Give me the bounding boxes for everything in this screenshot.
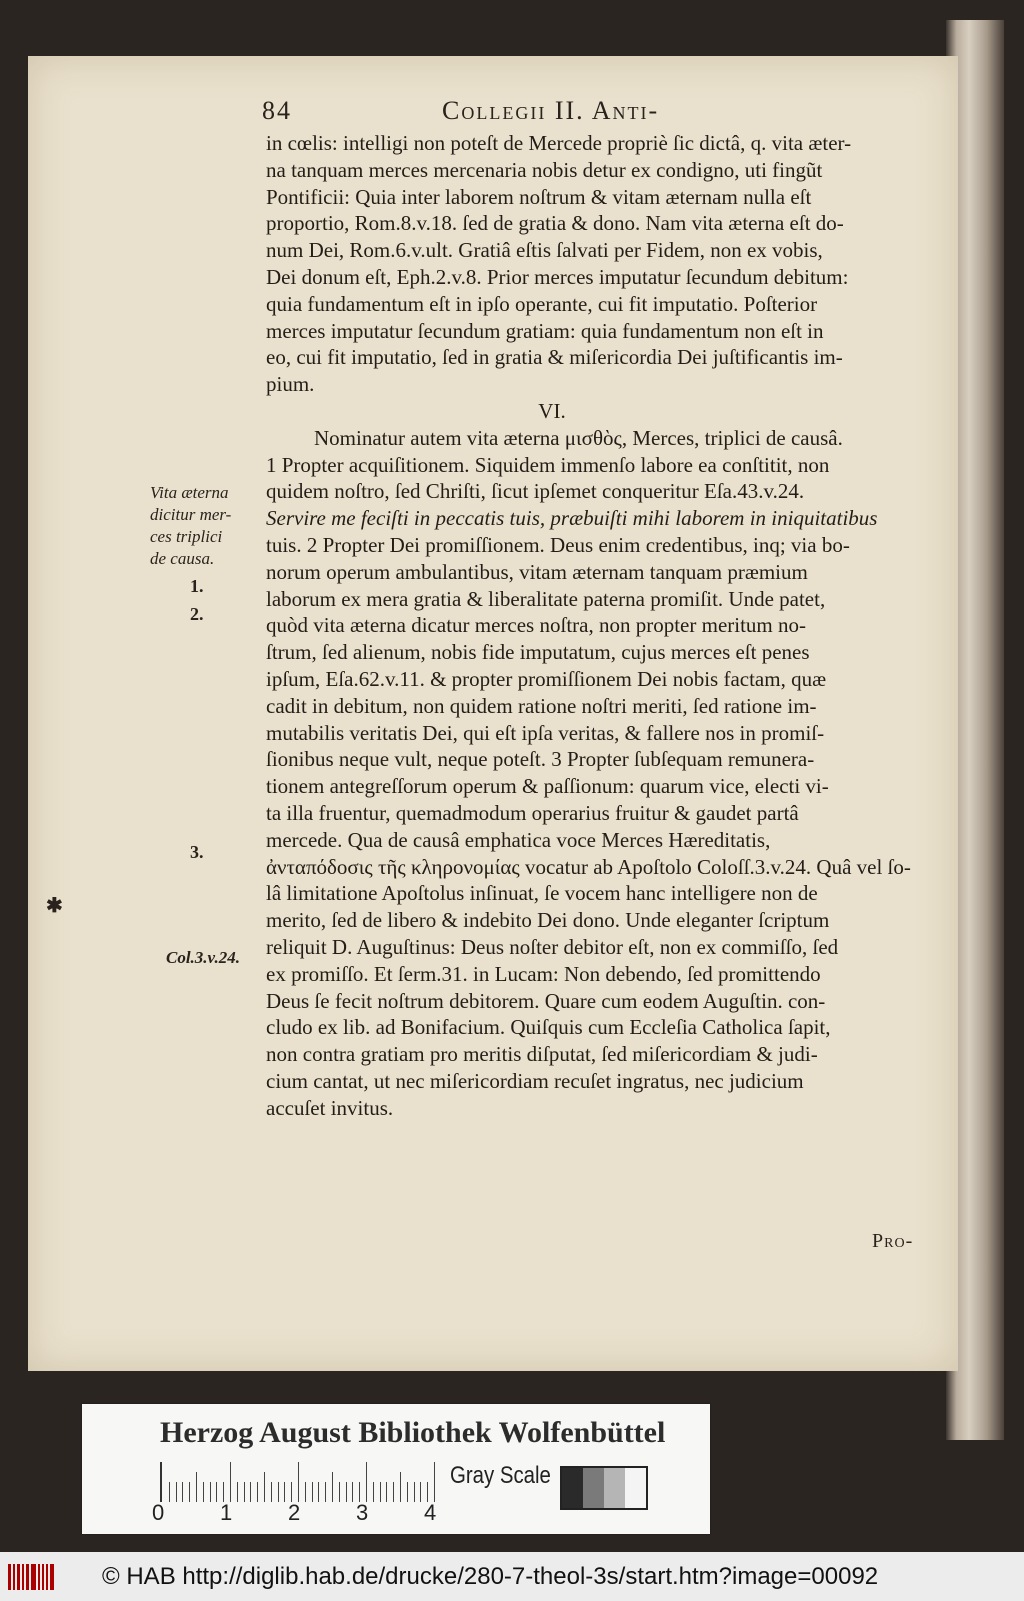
- ruler-tick: [196, 1472, 197, 1502]
- ruler-tick: [318, 1482, 319, 1502]
- text-line: Servire me feciſti in peccatis tuis, præbuiſti mihi laborem in iniquitatibus: [266, 506, 878, 531]
- text-line: ἀνταπόδοσις τῆς κληρονομίας vocatur ab Apoſtolo Coloſſ.3.v.24. Quâ vel ſo-: [266, 854, 911, 879]
- main-text: [266, 130, 938, 1121]
- text-line: Dei donum eſt, Eph.2.v.8. Prior merces imputatur ſecundum debitum:: [266, 264, 849, 289]
- text-line: merces imputatur ſecundum gratiam: quia fundamentum non eſt in: [266, 318, 824, 343]
- text-line: Pontificii: Quia inter laborem noſtrum & vitam æternam nulla eſt: [266, 184, 812, 209]
- ruler-tick: [244, 1482, 245, 1502]
- ruler-number: 3: [356, 1500, 369, 1525]
- section-number: VI.: [538, 398, 566, 423]
- gray-scale-label: Gray Scale: [450, 1462, 551, 1489]
- text-line: na tanquam merces mercenaria nobis detur ex condigno, uti fingũt: [266, 157, 823, 182]
- text-line: reliquit D. Auguſtinus: Deus noſter debitor eſt, non ex commiſſo, ſed: [266, 934, 839, 959]
- hand-mark-icon: ✱: [46, 895, 63, 917]
- text-line: 1 Propter acquiſitionem. Siquidem immenſo labore ea conſtitit, non: [266, 452, 830, 477]
- ruler-number: 2: [288, 1500, 301, 1525]
- gray-swatch: [625, 1468, 646, 1508]
- marginal-note-line: dicitur mer-: [150, 505, 232, 524]
- ruler-number: 0: [152, 1500, 165, 1525]
- ruler-tick: [189, 1482, 190, 1502]
- text-line: pium.: [266, 372, 315, 397]
- text-line: ipſum, Eſa.62.v.11. & propter promiſſionem Dei nobis factam, quæ: [266, 666, 827, 691]
- library-name: Herzog August Bibliothek Wolfenbüttel: [160, 1416, 666, 1449]
- text-line: cludo ex lib. ad Bonifacium. Quiſquis cum Eccleſia Catholica ſapit,: [266, 1015, 831, 1040]
- marginal-note-line: ces triplici: [150, 527, 223, 546]
- ruler-tick: [176, 1482, 177, 1502]
- marginal-number: 3.: [190, 842, 204, 862]
- ruler-tick: [237, 1482, 238, 1502]
- ruler-tick: [386, 1482, 387, 1502]
- text-line: merito, ſed de libero & indebito Dei dono. Unde eleganter ſcriptum: [266, 908, 830, 933]
- ruler-tick: [250, 1482, 251, 1502]
- ruler-tick: [434, 1462, 435, 1502]
- text-line: quia fundamentum eſt in ipſo operante, cui fit imputatio. Poſterior: [266, 291, 818, 316]
- running-title: Collegii II. Anti-: [442, 96, 660, 125]
- ruler-tick: [278, 1482, 279, 1502]
- marginal-note-line: de causa.: [150, 549, 215, 568]
- gray-swatch: [583, 1468, 604, 1508]
- ruler-tick: [230, 1462, 231, 1502]
- text-line: cium cantat, ut nec miſericordiam recuſet ingratus, nec judicium: [266, 1068, 804, 1093]
- text-line: Deus ſe fecit noſtrum debitorem. Quare cum eodem Auguſtin. con-: [266, 988, 826, 1013]
- ruler-tick: [264, 1472, 265, 1502]
- ruler-tick: [366, 1462, 367, 1502]
- text-line: mercede. Qua de causâ emphatica voce Merces Hæreditatis,: [266, 827, 771, 852]
- ruler-numbers: [152, 1500, 452, 1526]
- ruler-tick: [420, 1482, 421, 1502]
- page-number: 84: [262, 96, 292, 125]
- ruler-number: 4: [424, 1500, 437, 1525]
- ruler-tick: [359, 1482, 360, 1502]
- text-line: non contra gratiam pro meritis diſputat, ſed miſericordiam & judi-: [266, 1042, 818, 1067]
- copyright-url[interactable]: © HAB http://diglib.hab.de/drucke/280-7-theol-3s/start.htm?image=00092: [102, 1562, 879, 1590]
- marginal-number: 2.: [190, 604, 204, 624]
- text-line: quòd vita æterna dicatur merces noſtra, non propter meritum no-: [266, 613, 807, 638]
- text-line: lâ limitatione Apoſtolus inſinuat, ſe vocem hanc intelligere non de: [266, 881, 818, 906]
- ruler-tick: [203, 1482, 204, 1502]
- text-line: tionem antegreſſorum operum & paſſionum: quarum vice, electi vi-: [266, 774, 829, 799]
- ruler-tick: [407, 1482, 408, 1502]
- ruler-tick: [223, 1482, 224, 1502]
- text-line: mutabilis veritatis Dei, qui eſt ipſa veritas, & fallere nos in promiſ-: [266, 720, 825, 745]
- ruler-tick: [373, 1482, 374, 1502]
- marginal-note-line: Vita æterna: [150, 483, 229, 502]
- text-line: tuis. 2 Propter Dei promiſſionem. Deus enim credentibus, inq; via bo-: [266, 532, 850, 557]
- text-line: num Dei, Rom.6.v.ult. Gratiâ eſtis ſalvati per Fidem, non ex vobis,: [266, 238, 823, 263]
- ruler-tick: [257, 1482, 258, 1502]
- ruler-tick: [182, 1482, 183, 1502]
- ruler-tick: [210, 1482, 211, 1502]
- ruler-tick: [414, 1482, 415, 1502]
- ruler-tick: [298, 1462, 299, 1502]
- ruler-tick: [305, 1482, 306, 1502]
- ruler-tick: [339, 1482, 340, 1502]
- ruler-tick: [271, 1482, 272, 1502]
- gray-scale-swatches: [560, 1466, 648, 1510]
- ruler-tick: [169, 1482, 170, 1502]
- catchword: Pro-: [872, 1230, 914, 1252]
- ruler-tick: [332, 1472, 333, 1502]
- text-line: quidem noſtro, ſed Chriſti, ſicut ipſemet conqueritur Eſa.43.v.24.: [266, 479, 805, 504]
- marginal-note: [150, 482, 262, 570]
- ruler-tick: [400, 1472, 401, 1502]
- text-line: ex promiſſo. Et ſerm.31. in Lucam: Non debendo, ſed promittendo: [266, 961, 821, 986]
- text-line: proportio, Rom.8.v.18. ſed de gratia & dono. Nam vita æterna eſt do-: [266, 211, 844, 236]
- ruler-tick: [312, 1482, 313, 1502]
- page-header: [262, 96, 782, 126]
- ruler-tick: [346, 1482, 347, 1502]
- ruler-tick: [427, 1482, 428, 1502]
- text-line: Nominatur autem vita æterna μισθὸς, Merces, triplici de causâ.: [314, 425, 843, 450]
- ruler-scale: [160, 1462, 438, 1502]
- text-line: ſionibus neque vult, neque poteſt. 3 Propter ſubſequam remunera-: [266, 747, 815, 772]
- footer-bar: [0, 1552, 1024, 1601]
- ruler-tick: [393, 1482, 394, 1502]
- color-reference-card: [82, 1404, 710, 1534]
- text-line: in cœlis: intelligi non poteſt de Mercede propriè ſic dictâ, q. vita æter-: [266, 131, 852, 155]
- marginal-number: 1.: [190, 576, 204, 596]
- text-line: accuſet invitus.: [266, 1095, 394, 1120]
- text-line: eo, cui fit imputatio, ſed in gratia & miſericordia Dei juſtificantis im-: [266, 345, 843, 370]
- ruler-tick: [291, 1482, 292, 1502]
- hab-logo-icon: [8, 1564, 54, 1590]
- text-line: norum operum ambulantibus, vitam æternam tanquam præmium: [266, 559, 808, 584]
- text-line: laborum ex mera gratia & liberalitate paterna promiſit. Unde patet,: [266, 586, 826, 611]
- marginal-reference: Col.3.v.24.: [166, 948, 240, 967]
- ruler-tick: [380, 1482, 381, 1502]
- gray-swatch: [604, 1468, 625, 1508]
- text-line: ta illa fruentur, quemadmodum operarius fruitur & gaudet partâ: [266, 800, 799, 825]
- ruler-tick: [216, 1482, 217, 1502]
- ruler-tick: [284, 1482, 285, 1502]
- ruler-number: 1: [220, 1500, 233, 1525]
- ruler-tick: [325, 1482, 326, 1502]
- gray-swatch: [562, 1468, 583, 1508]
- text-line: ſtrum, ſed alienum, nobis fide imputatum, cujus merces eſt penes: [266, 640, 810, 665]
- text-line: cadit in debitum, non quidem ratione noſtri meriti, ſed ratione im-: [266, 693, 817, 718]
- ruler-tick: [352, 1482, 353, 1502]
